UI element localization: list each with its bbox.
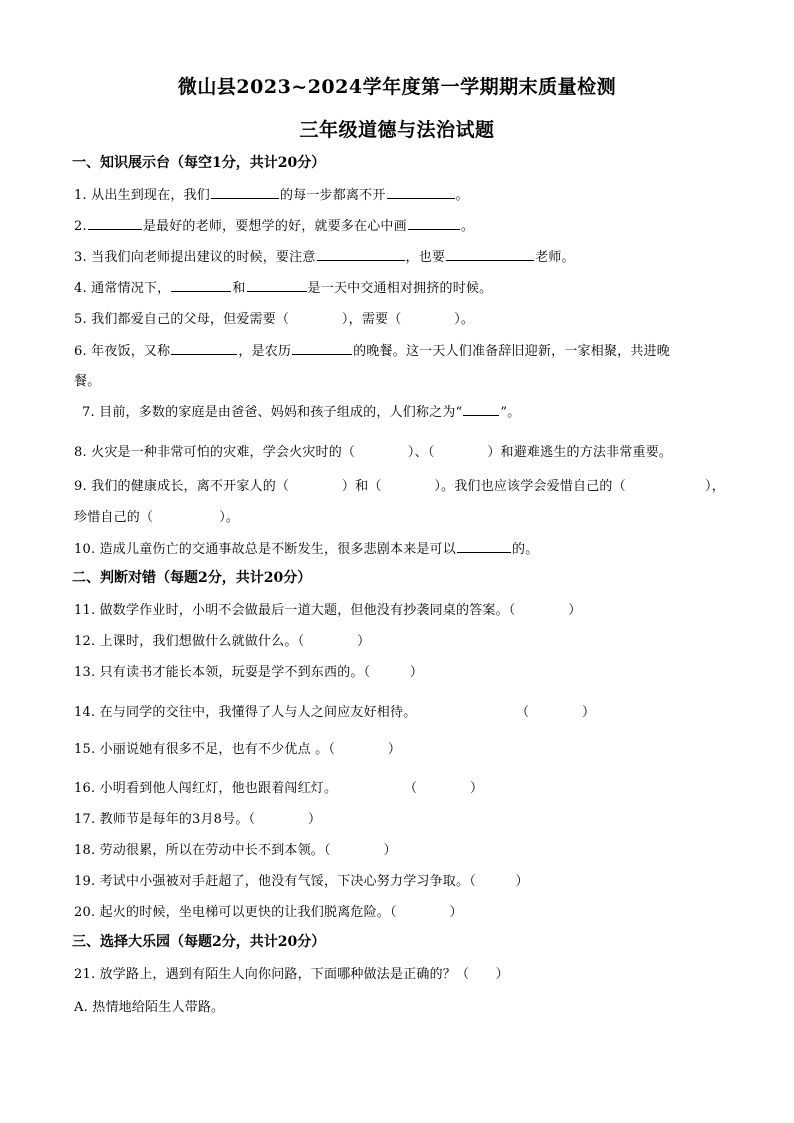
question-1: 1. 从出生到现在，我们 的每一步都离不开 。 <box>74 184 469 203</box>
section-heading-choice: 三、选择大乐园（每题2分，共计20分） <box>72 934 326 950</box>
question-15: 15. 小丽说她有很多不足，也有不少优点 。（ ） <box>74 742 402 757</box>
answer-blank[interactable] <box>247 278 307 292</box>
answer-blank[interactable] <box>387 185 455 199</box>
question-14: 14. 在与同学的交往中，我懂得了人与人之间应友好相待。 <box>74 705 417 720</box>
question-4: 4. 通常情况下， 和 是一天中交通相对拥挤的时候。 <box>74 277 492 296</box>
question-5: 5. 我们都爱自己的父母，但爱需要（ ），需要（ ）。 <box>74 312 475 327</box>
answer-blank[interactable] <box>408 216 460 230</box>
section-heading-fill: 一、知识展示台（每空1分，共计20分） <box>72 155 326 171</box>
question-12: 12. 上课时，我们想做什么就做什么。（ ） <box>74 634 371 649</box>
answer-blank[interactable] <box>292 341 352 355</box>
question-11: 11. 做数学作业时，小明不会做最后一道大题，但他没有抄袭同桌的答案。（ ） <box>74 603 582 618</box>
question-10: 10. 造成儿童伤亡的交通事故总是不断发生，很多悲剧本来是可以 的。 <box>74 538 538 557</box>
question-18: 18. 劳动很累，所以在劳动中长不到本领。（ ） <box>74 843 397 858</box>
question-21: 21. 放学路上，遇到有陌生人向你问路，下面哪种做法是正确的？（ ） <box>74 967 509 982</box>
answer-blank[interactable] <box>446 247 534 261</box>
question-6: 6. 年夜饭，又称 ，是农历 的晚餐。这一天人们准备辞旧迎新，一家相聚，共进晚 <box>74 340 670 359</box>
answer-blank[interactable] <box>88 216 142 230</box>
answer-blank[interactable] <box>171 341 237 355</box>
exam-title: 微山县2023~2024学年度第一学期期末质量检测 <box>177 76 617 98</box>
question-3: 3. 当我们向老师提出建议的时候，要注意 ，也要 老师。 <box>74 246 575 265</box>
answer-blank[interactable] <box>457 539 511 553</box>
question-2: 2. 是最好的老师，要想学的好，就要多在心中画 。 <box>74 215 474 234</box>
exam-subtitle: 三年级道德与法治试题 <box>299 119 495 141</box>
answer-bracket: （ ） <box>404 781 484 796</box>
answer-blank[interactable] <box>317 247 405 261</box>
question-21-option-a: A. 热情地给陌生人带路。 <box>74 1000 225 1015</box>
question-13: 13. 只有读书才能长本领，玩耍是学不到东西的。（ ） <box>74 665 424 680</box>
section-heading-judge: 二、判断对错（每题2分，共计20分） <box>72 570 312 586</box>
question-19: 19. 考试中小强被对手赶超了，他没有气馁，下决心努力学习争取。（ ） <box>74 874 529 889</box>
question-7: 7. 目前，多数的家庭是由爸爸、妈妈和孩子组成的，人们称之为“ ”。 <box>82 401 520 420</box>
question-17: 17. 教师节是每年的3月8号。（ ） <box>74 812 322 827</box>
answer-blank[interactable] <box>171 278 231 292</box>
question-16: 16. 小明看到他人闯红灯，他也跟着闯红灯。 <box>74 781 338 796</box>
question-20: 20. 起火的时候，坐电梯可以更快的让我们脱离危险。（ ） <box>74 905 463 920</box>
answer-blank[interactable] <box>463 402 499 416</box>
answer-blank[interactable] <box>211 185 279 199</box>
question-9-continued: 珍惜自己的（ ）。 <box>74 510 240 525</box>
answer-bracket: （ ） <box>516 705 596 720</box>
question-8: 8. 火灾是一种非常可怕的灾难，学会火灾时的（ ）、（ ）和避难逃生的方法非常重要。 <box>74 445 673 460</box>
question-9: 9. 我们的健康成长，离不开家人的（ ）和（ ）。我们也应该学会爱惜自己的（ ）， <box>74 479 725 494</box>
question-6-continued: 餐。 <box>74 374 101 389</box>
